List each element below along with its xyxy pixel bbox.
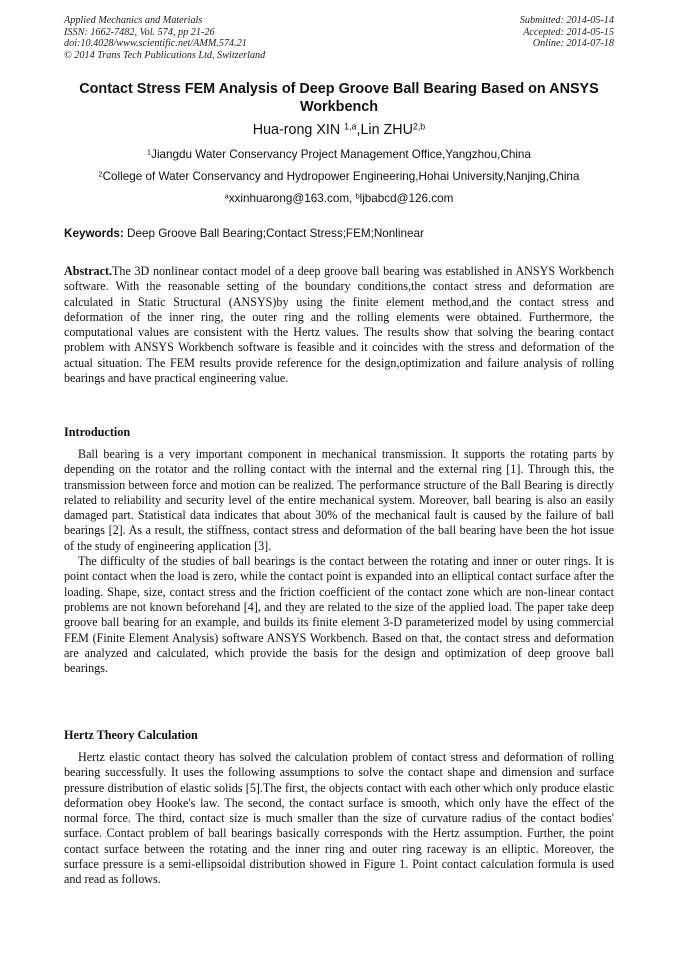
online-date: Online: 2014-07-18: [532, 38, 614, 49]
paragraph: The difficulty of the studies of ball bearings is the contact between the rotating and inner or outer rings. It is point contact when the load is zero, while the contact point is expanded into an elliptical contact surface after the loading. Shape, size, contact stress and the friction coefficient of the contact zone which are non-linear contact problems are not known beforehand [4], and they are related to the size of the applied load. The paper take deep groove ball bearing for an example, and builds its finite element 3-D parameterized model by using commercial FEM (Finite Element Analysis) software ANSYS Workbench. Based on that, the contact stress and deformation are analyzed and calculated, which provide the basis for the design and optimization of deep groove ball bearings.: [64, 554, 614, 676]
author-separator: ,: [356, 122, 361, 138]
email-link[interactable]: ljbabcd@126.com: [359, 192, 454, 205]
email-mark: a: [224, 191, 229, 201]
email-link[interactable]: xxinhuarong@163.com,: [228, 192, 356, 205]
author-emails: [64, 192, 614, 205]
submitted-date: Submitted: 2014-05-14: [519, 15, 614, 26]
author-name: Lin ZHU: [360, 122, 413, 138]
paragraph: Hertz elastic contact theory has solved the calculation problem of contact stress and deformation of rolling bearing successfully. It uses the following assumptions to solve the contact shape and dimension and surface pressure distribution of elastic solids [5].The first, the objects contact with each other which only produce elastic deformation obey Hooke's law. The second, the contact surface is smooth, which only have the effect of the normal force. The third, contact size is much smaller than the size of curvature radius of the contact bodies' surface. Contact problem of ball bearings basically corresponds with the Hertz assumption. Further, the point contact surface between the rotating and the inner ring and outer ring raceway is an elliptic. Moreover, the surface pressure is a semi-ellipsoidal distribution showed in Figure 1. Point contact calculation formula is used and read as follows.: [64, 750, 614, 887]
abstract-label: Abstract.: [64, 264, 113, 278]
keywords-text: Deep Groove Ball Bearing;Contact Stress;FEM;Nonlinear: [123, 227, 424, 240]
copyright-line: © 2014 Trans Tech Publications Ltd, Switzerland: [64, 49, 266, 61]
section-heading: Introduction: [64, 425, 131, 439]
author-affiliation-mark: 2,b: [412, 121, 426, 132]
hertz-body: [64, 750, 614, 888]
abstract: [64, 264, 614, 386]
doi-line[interactable]: doi:10.4028/www.scientific.net/AMM.574.21: [64, 38, 247, 49]
submission-dates: [520, 15, 614, 50]
affiliation-mark: 2: [98, 169, 103, 179]
affiliation-2: [64, 170, 614, 183]
author-name: Hua-rong XIN: [252, 122, 341, 138]
paragraph: Ball bearing is a very important component in mechanical transmission. It supports the rotating parts by depending on the rotator and the rolling contact with the internal and the external ring [1]. Through this, the transmission between force and motion can be realized. The performance structure of the Ball Bearing is directly related to reliability and security level of the entire mechanical system. Moreover, ball bearing is also an easily damaged part. Statistical data indicates that about 30% of the mechanical fault is caused by the failure of ball bearings [2]. As a result, the stiffness, contact stress and deformation of the ball bearing have been the hot issue of the study of engineering application [3].: [64, 447, 614, 553]
introduction-body: [64, 447, 614, 676]
affiliation-text: College of Water Conservancy and Hydropower Engineering,Hohai University,Nanjing,China: [102, 170, 580, 183]
issn-line: ISSN: 1662-7482, Vol. 574, pp 21-26: [64, 26, 215, 38]
affiliation-text: Jiangdu Water Conservancy Project Management Office,Yangzhou,China: [151, 148, 531, 161]
keywords-label: Keywords:: [64, 227, 124, 240]
journal-name: Applied Mechanics and Materials: [64, 15, 203, 26]
author-affiliation-mark: 1,a: [344, 121, 357, 132]
accepted-date: Accepted: 2014-05-15: [523, 26, 614, 38]
section-heading: Hertz Theory Calculation: [64, 728, 198, 742]
email-mark: b: [355, 191, 360, 201]
abstract-text: The 3D nonlinear contact model of a deep groove ball bearing was established in ANSYS Workbench software. With the reasonable setting of the boundary conditions,the contact stress and deformation are calculated in Static Structural (ANSYS)by using the finite element method,and the contact stress and deformation of the inner ring, the outer ring and the rolling elements were obtained. Furthermore, the computational values are consistent with the Hertz values. The results show that solving the bearing contact problem with ANSYS Workbench software is feasible and it coincides with the stress and deformation of the actual situation. The FEM results provide reference for the design,optimization and failure analysis of rolling bearings and have practical engineering value.: [64, 264, 614, 386]
journal-info: [64, 15, 265, 61]
author-line: [64, 122, 614, 138]
paper-title: Contact Stress FEM Analysis of Deep Groove Ball Bearing Based on ANSYS Workbench: [79, 81, 599, 115]
affiliation-mark: 1: [147, 147, 152, 157]
affiliation-1: [64, 148, 614, 161]
keywords: [64, 227, 614, 240]
